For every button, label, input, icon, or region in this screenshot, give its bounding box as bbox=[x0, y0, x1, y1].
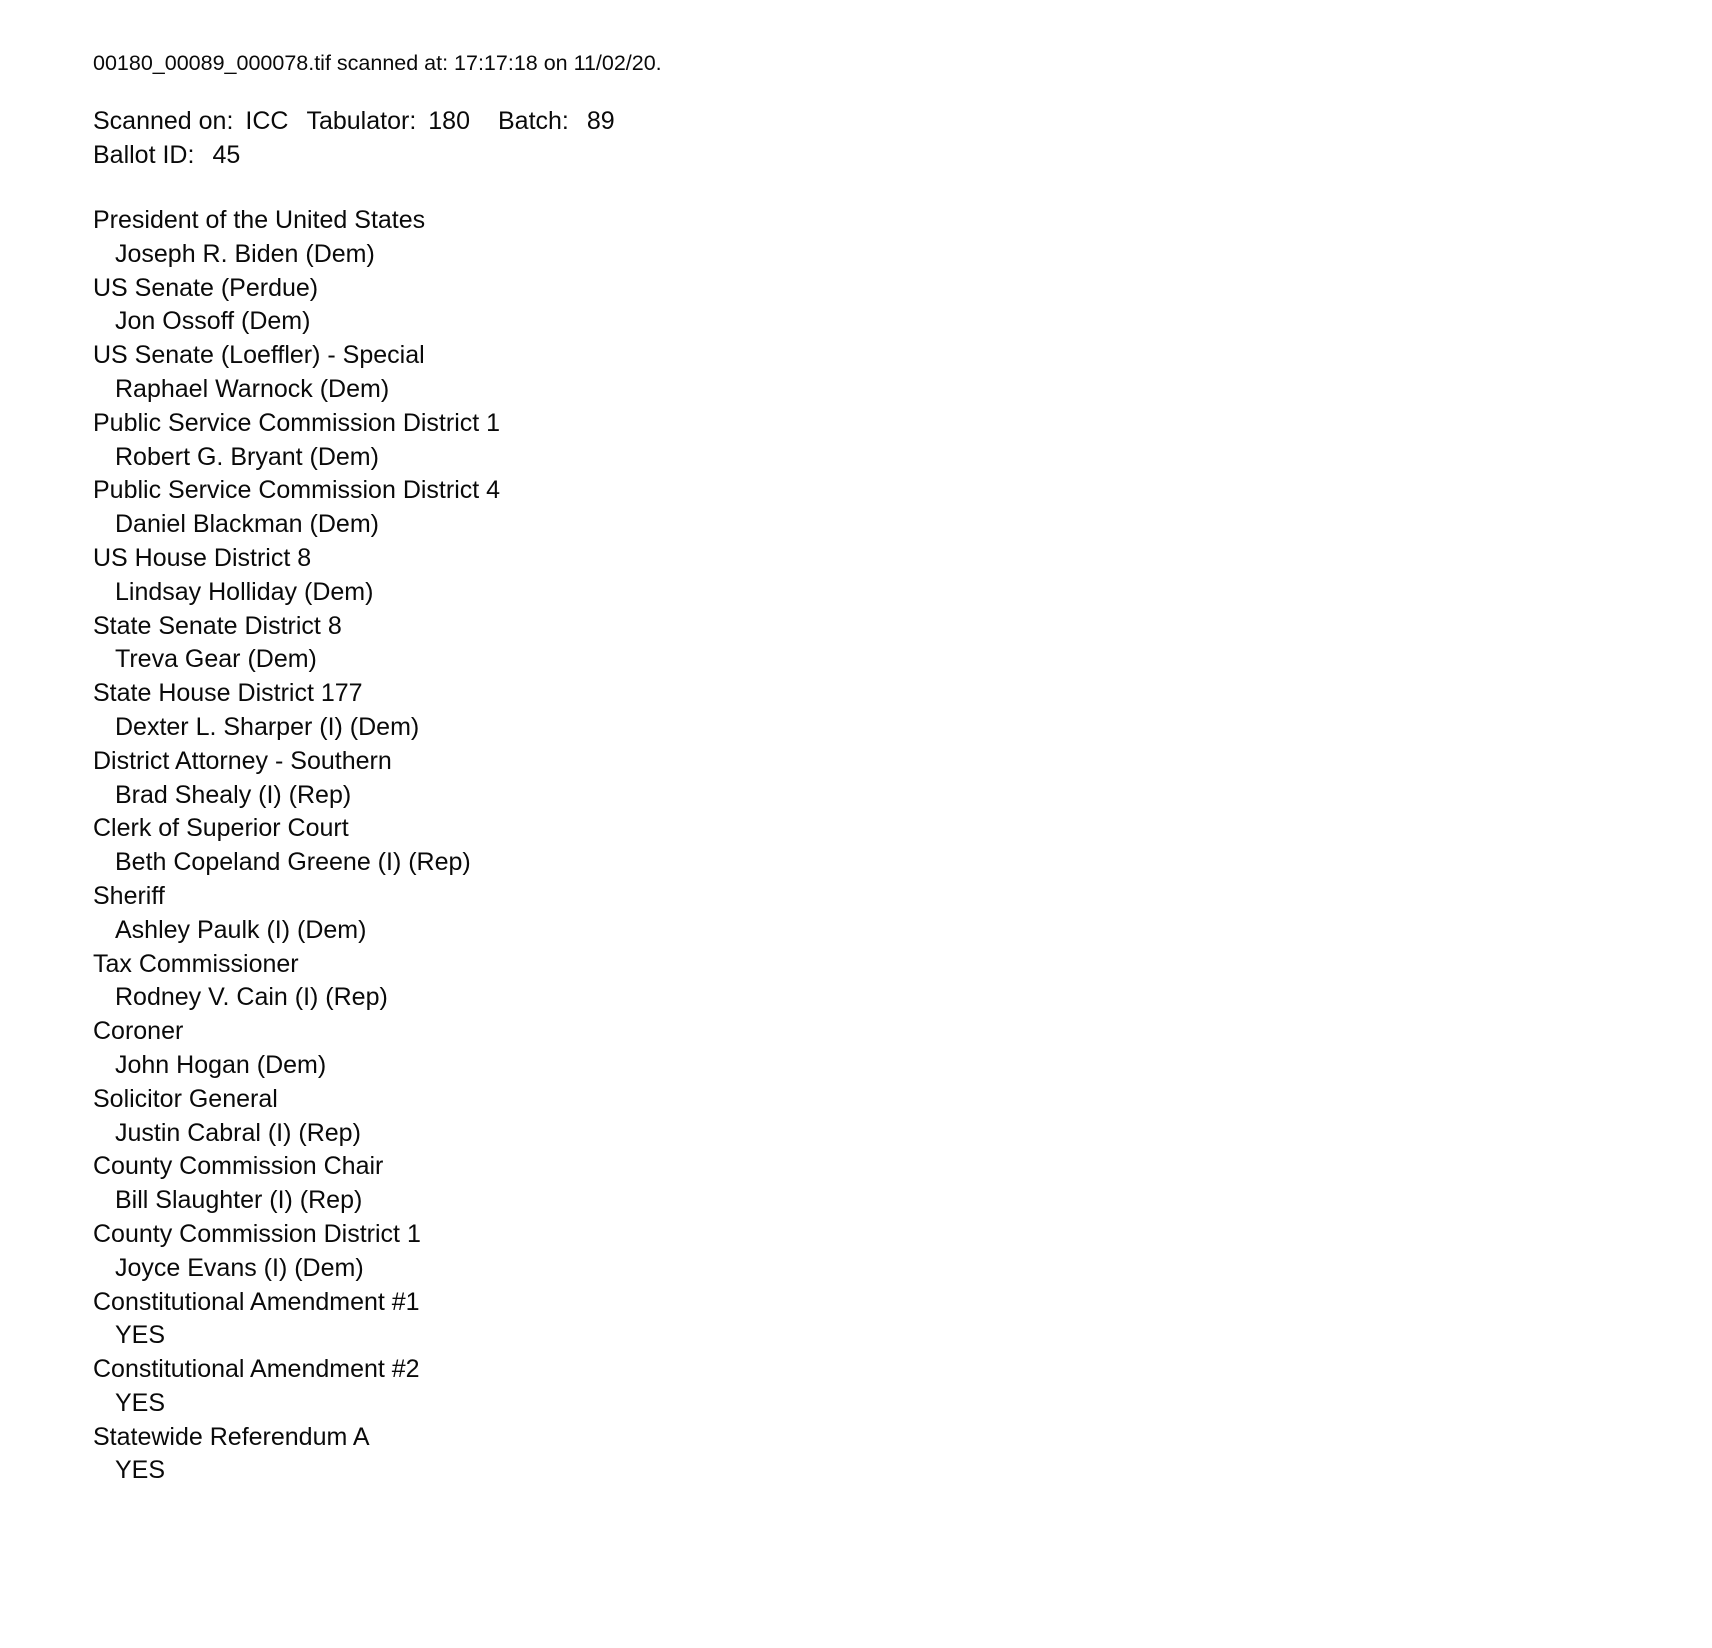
contest-name: Constitutional Amendment #1 bbox=[93, 1287, 420, 1316]
contest-block bbox=[93, 1083, 1652, 1151]
contest-name: Public Service Commission District 4 bbox=[93, 476, 501, 505]
contest-block bbox=[93, 272, 1652, 340]
contest-name: President of the United States bbox=[93, 206, 426, 234]
contest-block bbox=[93, 407, 1652, 475]
contest-selection: YES bbox=[115, 1456, 166, 1485]
contest-selection: Rodney V. Cain (I) (Rep) bbox=[115, 983, 388, 1012]
batch-label: Batch: bbox=[497, 107, 569, 135]
tabulator-label: Tabulator: bbox=[306, 107, 417, 135]
contest-selection: Robert G. Bryant (Dem) bbox=[115, 442, 379, 471]
contest-block bbox=[93, 339, 1652, 407]
scanned-on-label: Scanned on: bbox=[93, 107, 234, 135]
contest-name: Constitutional Amendment #2 bbox=[93, 1355, 420, 1384]
contest-selection: Brad Shealy (I) (Rep) bbox=[115, 780, 352, 809]
contest-block bbox=[93, 204, 1652, 272]
contest-name: State House District 177 bbox=[93, 679, 363, 708]
contest-name: Sheriff bbox=[93, 881, 165, 910]
contest-block bbox=[93, 1286, 1652, 1354]
contest-name: US Senate (Perdue) bbox=[93, 273, 319, 302]
contest-name: US House District 8 bbox=[93, 543, 312, 572]
contest-selection: Daniel Blackman (Dem) bbox=[115, 510, 379, 539]
scan-meta-line bbox=[93, 104, 1652, 138]
contest-selection: Beth Copeland Greene (I) (Rep) bbox=[115, 848, 471, 877]
contest-block bbox=[93, 677, 1652, 745]
contest-block bbox=[93, 948, 1652, 1016]
scanned-on-value: ICC bbox=[245, 107, 289, 135]
contest-name: Tax Commissioner bbox=[93, 949, 299, 978]
contest-block bbox=[93, 745, 1652, 813]
contest-name: District Attorney - Southern bbox=[93, 746, 392, 775]
contest-name: Public Service Commission District 1 bbox=[93, 408, 501, 437]
contest-selection: Joseph R. Biden (Dem) bbox=[115, 239, 375, 268]
ballot-id-label: Ballot ID: bbox=[93, 141, 195, 169]
contest-selection: YES bbox=[115, 1388, 166, 1417]
contest-name: US Senate (Loeffler) - Special bbox=[93, 341, 425, 370]
contest-block bbox=[93, 1015, 1652, 1083]
contest-name: County Commission District 1 bbox=[93, 1219, 421, 1248]
contest-selection: Ashley Paulk (I) (Dem) bbox=[115, 915, 367, 944]
ballot-id-value: 45 bbox=[212, 141, 241, 169]
contest-block bbox=[93, 880, 1652, 948]
contest-name: Coroner bbox=[93, 1017, 184, 1046]
contest-selection: Treva Gear (Dem) bbox=[115, 645, 317, 674]
tabulator-value: 180 bbox=[428, 107, 470, 135]
contest-selection: YES bbox=[115, 1321, 166, 1350]
contest-block bbox=[93, 474, 1652, 542]
contest-selection: Dexter L. Sharper (I) (Dem) bbox=[115, 712, 420, 741]
contest-block bbox=[93, 1150, 1652, 1218]
batch-value: 89 bbox=[586, 107, 615, 135]
contest-name: Statewide Referendum A bbox=[93, 1422, 370, 1451]
contest-block bbox=[93, 610, 1652, 678]
contest-block bbox=[93, 542, 1652, 610]
contest-selection: John Hogan (Dem) bbox=[115, 1050, 327, 1079]
ballot-id-line bbox=[93, 138, 1652, 172]
scan-filename-line: 00180_00089_000078.tif scanned at: 17:17:18 on 11/02/20. bbox=[93, 51, 662, 75]
contest-block bbox=[93, 1421, 1652, 1489]
contest-name: Solicitor General bbox=[93, 1084, 278, 1113]
contest-selection: Justin Cabral (I) (Rep) bbox=[115, 1118, 361, 1147]
contest-selection: Jon Ossoff (Dem) bbox=[115, 307, 311, 336]
contest-block bbox=[93, 812, 1652, 880]
contest-selection: Raphael Warnock (Dem) bbox=[115, 374, 390, 403]
contest-name: Clerk of Superior Court bbox=[93, 814, 349, 843]
contest-block bbox=[93, 1353, 1652, 1421]
contest-name: County Commission Chair bbox=[93, 1152, 384, 1181]
contest-name: State Senate District 8 bbox=[93, 611, 342, 640]
contest-list bbox=[93, 204, 1652, 1488]
contest-block bbox=[93, 1218, 1652, 1286]
contest-selection: Bill Slaughter (I) (Rep) bbox=[115, 1186, 363, 1215]
contest-selection: Lindsay Holliday (Dem) bbox=[115, 577, 374, 606]
contest-selection: Joyce Evans (I) (Dem) bbox=[115, 1253, 364, 1282]
